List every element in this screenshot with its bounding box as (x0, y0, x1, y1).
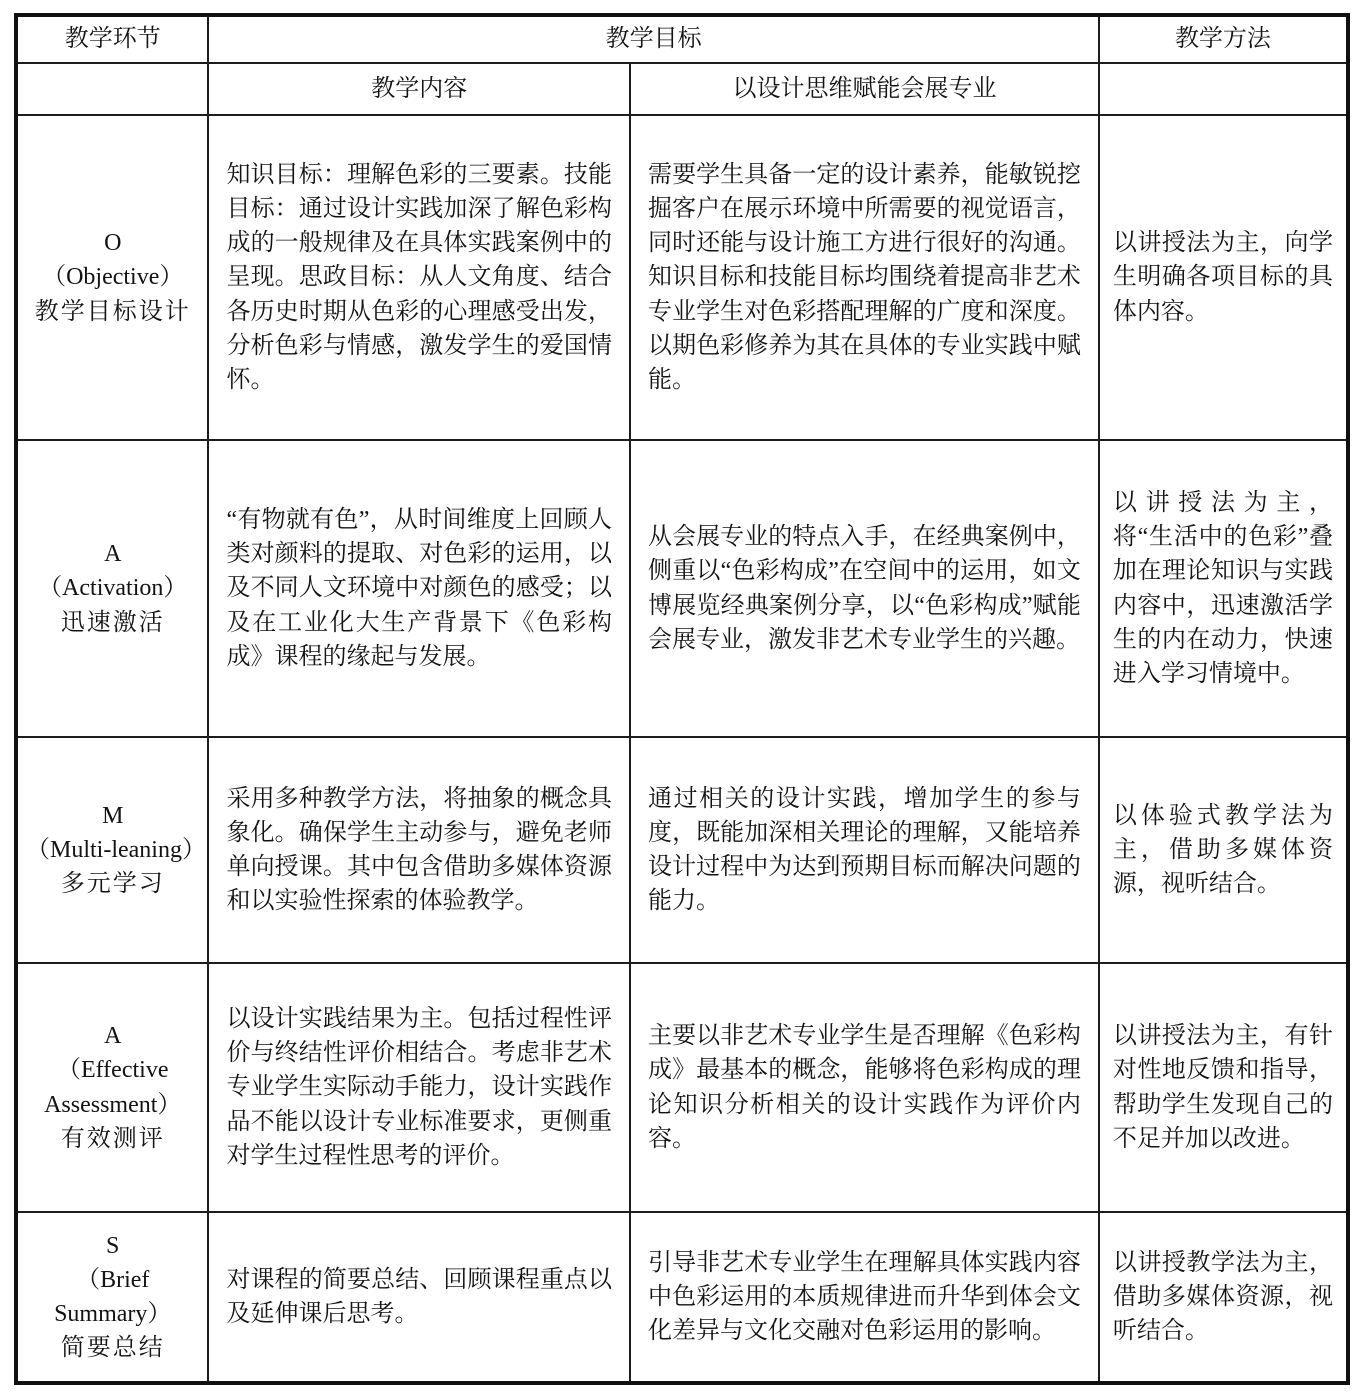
stage-letter: M (102, 802, 124, 829)
design-cell: 需要学生具备一定的设计素养，能敏锐挖掘客户在展示环境中所需要的视觉语言，同时还能与设计施工方进行很好的沟通。知识目标和技能目标均围绕着提高非艺术专业学生对色彩搭配理解的广度和深度。以期色彩修养为其在具体的专业实践中赋能。 (630, 115, 1099, 440)
header-stage: 教学环节 (16, 15, 208, 63)
content-cell: 知识目标：理解色彩的三要素。技能目标：通过设计实践加深了解色彩构成的一般规律及在具体实践案例中的呈现。思政目标：从人文角度、结合各历史时期从色彩的心理感受出发，分析色彩与情感，激发学生的爱国情怀。 (208, 115, 630, 440)
lesson-plan-table (14, 13, 1350, 1385)
stage-english-name: （Effective Assessment） (44, 1057, 182, 1118)
method-cell: 以体验式教学法为主，借助多媒体资源，视听结合。 (1099, 737, 1348, 963)
stage-cell (16, 737, 208, 963)
subheader-design: 以设计思维赋能会展专业 (630, 63, 1099, 115)
table-row-multi-learning (16, 737, 1348, 963)
subheader-row (16, 63, 1348, 115)
subheader-empty-method (1099, 63, 1348, 115)
stage-letter: A (104, 541, 122, 568)
subheader-content: 教学内容 (208, 63, 630, 115)
header-row (16, 15, 1348, 63)
table-row-activation (16, 440, 1348, 737)
stage-letter: O (104, 230, 122, 257)
stage-chinese-name: 教学目标设计 (34, 298, 191, 325)
subheader-empty-stage (16, 63, 208, 115)
content-cell: 对课程的简要总结、回顾课程重点以及延伸课后思考。 (208, 1212, 630, 1383)
method-cell: 以讲授法为主，有针对性地反馈和指导，帮助学生发现自己的不足并加以改进。 (1099, 963, 1348, 1212)
table-row-brief-summary (16, 1212, 1348, 1383)
stage-chinese-name: 多元学习 (60, 871, 165, 898)
stage-cell (16, 1212, 208, 1383)
method-cell: 以讲授教学法为主，借助多媒体资源，视听结合。 (1099, 1212, 1348, 1383)
design-cell: 引导非艺术专业学生在理解具体实践内容中色彩运用的本质规律进而升华到体会文化差异与文化交融对色彩运用的影响。 (630, 1212, 1099, 1383)
stage-cell (16, 963, 208, 1212)
stage-chinese-name: 有效测评 (60, 1125, 165, 1152)
table-row-objective (16, 115, 1348, 440)
stage-cell (16, 440, 208, 737)
stage-english-name: （Activation） (38, 575, 188, 602)
content-cell: 采用多种教学方法，将抽象的概念具象化。确保学生主动参与，避免老师单向授课。其中包含借助多媒体资源和以实验性探索的体验教学。 (208, 737, 630, 963)
method-cell: 以讲授法为主，将“生活中的色彩”叠加在理论知识与实践内容中，迅速激活学生的内在动力，快速进入学习情境中。 (1099, 440, 1348, 737)
stage-chinese-name: 迅速激活 (60, 609, 165, 636)
design-cell: 主要以非艺术专业学生是否理解《色彩构成》最基本的概念，能够将色彩构成的理论知识分析相关的设计实践作为评价内容。 (630, 963, 1099, 1212)
stage-letter: S (106, 1232, 120, 1259)
header-method: 教学方法 (1099, 15, 1348, 63)
stage-english-name: （Multi-leaning） (26, 836, 206, 863)
stage-english-name: （Objective） (42, 264, 184, 291)
header-goal: 教学目标 (208, 15, 1098, 63)
stage-letter: A (104, 1023, 122, 1050)
content-cell: 以设计实践结果为主。包括过程性评价与终结性评价相结合。考虑非艺术专业学生实际动手能力，设计实践作品不能以设计专业标准要求，更侧重对学生过程性思考的评价。 (208, 963, 630, 1212)
design-cell: 通过相关的设计实践，增加学生的参与度，既能加深相关理论的理解，又能培养设计过程中为达到预期目标而解决问题的能力。 (630, 737, 1099, 963)
stage-english-name: （Brief Summary） (54, 1266, 172, 1327)
stage-chinese-name: 简要总结 (60, 1335, 165, 1362)
table-row-effective-assessment (16, 963, 1348, 1212)
stage-cell (16, 115, 208, 440)
design-cell: 从会展专业的特点入手，在经典案例中，侧重以“色彩构成”在空间中的运用，如文博展览经典案例分享，以“色彩构成”赋能会展专业，激发非艺术专业学生的兴趣。 (630, 440, 1099, 737)
method-cell: 以讲授法为主，向学生明确各项目标的具体内容。 (1099, 115, 1348, 440)
content-cell: “有物就有色”，从时间维度上回顾人类对颜料的提取、对色彩的运用，以及不同人文环境中对颜色的感受；以及在工业化大生产背景下《色彩构成》课程的缘起与发展。 (208, 440, 630, 737)
